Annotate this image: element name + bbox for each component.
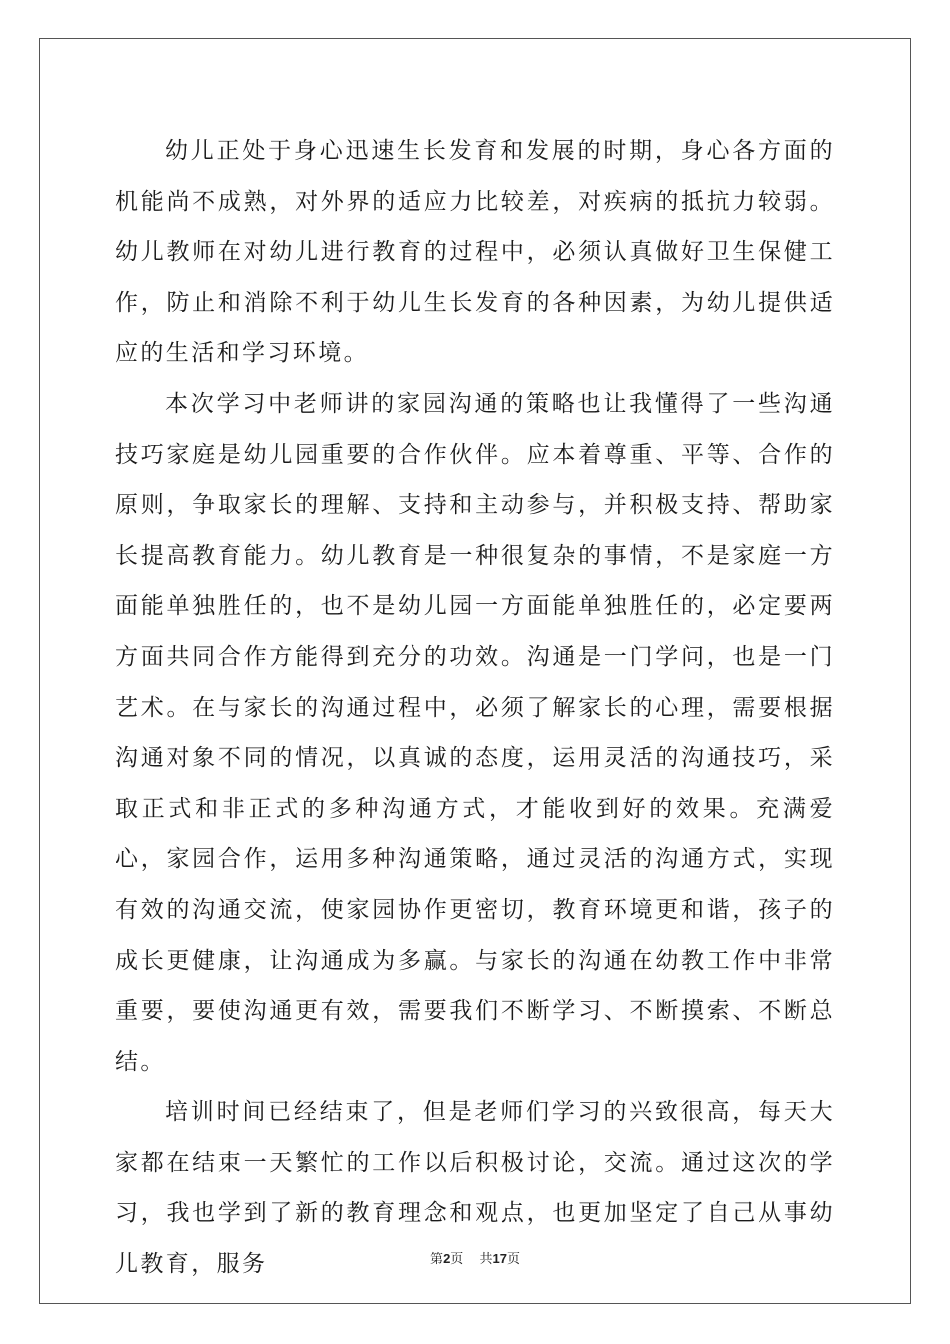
current-page-indicator xyxy=(430,1252,463,1267)
page-label-suffix: 页 xyxy=(450,1252,464,1267)
page-number: 2 xyxy=(443,1251,451,1266)
paragraph: 本次学习中老师讲的家园沟通的策略也让我懂得了一些沟通技巧家庭是幼儿园重要的合作伙伴。应本着尊重、平等、合作的原则，争取家长的理解、支持和主动参与，并积极支持、帮助家长提高教育能力。幼儿教育是一种很复杂的事情，不是家庭一方面能单独胜任的，也不是幼儿园一方面能单独胜任的，必定要两方面共同合作方能得到充分的功效。沟通是一门学问，也是一门艺术。在与家长的沟通过程中，必须了解家长的心理，需要根据沟通对象不同的情况，以真诚的态度，运用灵活的沟通技巧，采取正式和非正式的多种沟通方式，才能收到好的效果。充满爱心，家园合作，运用多种沟通策略，通过灵活的沟通方式，实现有效的沟通交流，使家园协作更密切，教育环境更和谐，孩子的成长更健康，让沟通成为多赢。与家长的沟通在幼教工作中非常重要，要使沟通更有效，需要我们不断学习、不断摸索、不断总结。 xyxy=(115,390,835,1075)
total-pages: 17 xyxy=(492,1251,507,1266)
page-label-prefix: 第 xyxy=(430,1252,444,1267)
paragraph: 幼儿正处于身心迅速生长发育和发展的时期，身心各方面的机能尚不成熟，对外界的适应力比较差，对疾病的抵抗力较弱。幼儿教师在对幼儿进行教育的过程中，必须认真做好卫生保健工作，防止和消除不利于幼儿生长发育的各种因素，为幼儿提供适应的生活和学习环境。 xyxy=(115,138,835,367)
document-body xyxy=(115,126,835,1290)
page-footer xyxy=(0,1248,950,1267)
paragraph: 培训时间已经结束了，但是老师们学习的兴致很高，每天大家都在结束一天繁忙的工作以后积极讨论，交流。通过这次的学习，我也学到了新的教育理念和观点，也更加坚定了自己从事幼儿教育，服务 xyxy=(115,1099,835,1278)
total-label-suffix: 页 xyxy=(506,1252,520,1267)
total-label-prefix: 共 xyxy=(479,1252,493,1267)
total-pages-indicator xyxy=(479,1252,520,1267)
